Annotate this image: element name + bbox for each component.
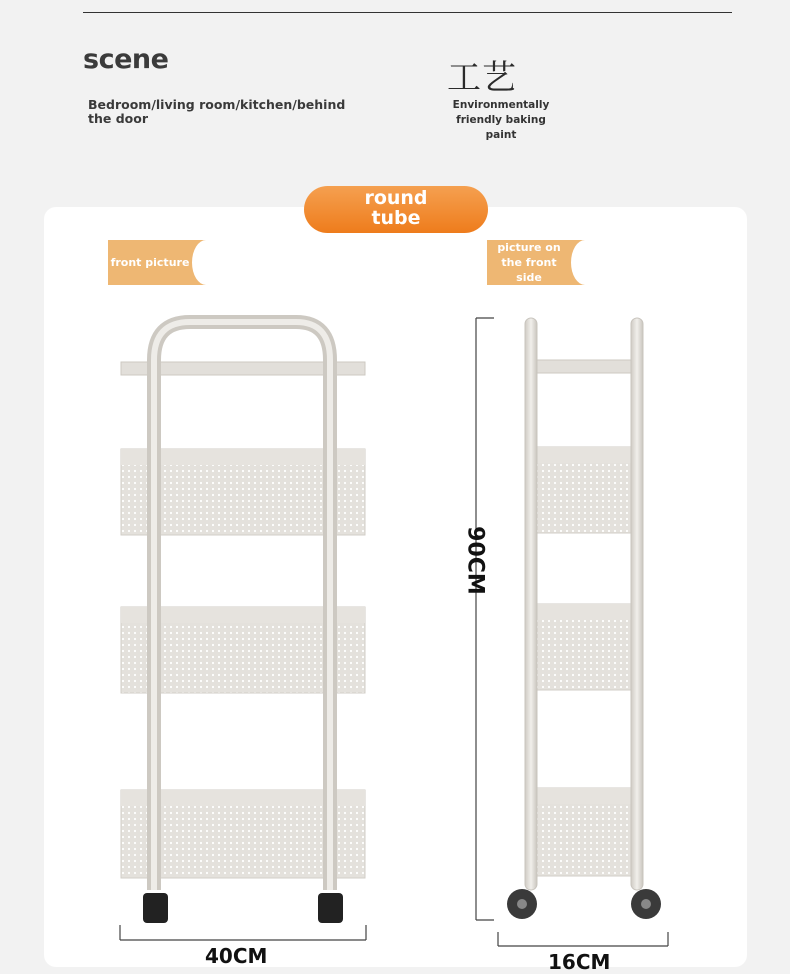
wheel-right-front <box>318 893 343 923</box>
badge-line-1: round <box>364 187 428 209</box>
wheel-left-front <box>143 893 168 923</box>
side-view-label: picture on the front side <box>497 241 561 284</box>
front-view-label: front picture <box>110 256 190 269</box>
top-shelf-side <box>537 360 631 373</box>
craft-description: Environmentally friendly baking paint <box>452 99 550 141</box>
front-view-cart <box>120 322 366 940</box>
width-label: 40CM <box>205 944 268 968</box>
side-view-cart <box>476 318 668 946</box>
scene-title: scene <box>83 44 169 75</box>
side-tube-left <box>525 318 537 890</box>
depth-label: 16CM <box>548 950 611 974</box>
height-label: 90CM <box>462 526 488 595</box>
scene-description: Bedroom/living room/kitchen/behind the door <box>88 97 346 126</box>
craft-title: 工艺 <box>447 58 517 98</box>
badge-line-2: tube <box>371 207 421 229</box>
side-tube-right <box>631 318 643 890</box>
